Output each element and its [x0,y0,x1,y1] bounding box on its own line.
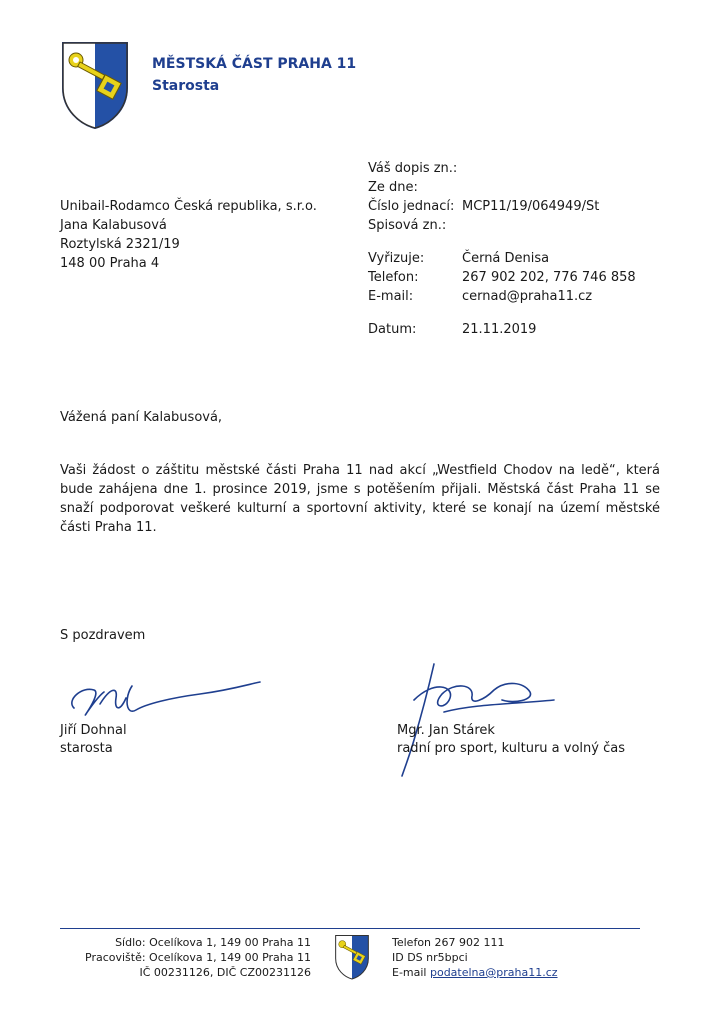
footer-email-link[interactable]: podatelna@praha11.cz [429,966,558,979]
organization-subtitle: Starosta [152,78,220,94]
footer-ids: IČ 00231126, DIČ CZ00231126 [139,966,311,979]
footer-seat: Sídlo: Ocelíkova 1, 149 00 Praha 11 [115,936,311,949]
coat-of-arms-crest-small [334,934,370,980]
reference-number-label: Číslo jednací: [368,199,455,214]
closing: S pozdravem [60,628,146,643]
date-of-letter-label: Ze dne: [368,180,418,195]
left-signatory-name: Jiří Dohnal [60,723,127,738]
handled-by-label: Vyřizuje: [368,251,425,266]
salutation: Vážená paní Kalabusová, [60,410,223,425]
phone-value: 267 902 202, 776 746 858 [462,270,636,285]
email-label: E-mail: [368,289,414,304]
date-value: 21.11.2019 [462,322,537,337]
signature-right [384,660,564,780]
right-signatory-name: Mgr. Jan Stárek [397,723,495,738]
footer-databox: ID DS nr5bpci [392,951,468,964]
footer-divider [60,928,640,929]
your-letter-ref-label: Váš dopis zn.: [368,161,458,176]
left-signatory-title: starosta [60,741,113,756]
footer-email-line [392,966,558,979]
email-value: cernad@praha11.cz [462,289,593,304]
organization-name: MĚSTSKÁ ČÁST PRAHA 11 [152,56,357,72]
recipient-city: 148 00 Praha 4 [60,256,160,271]
file-mark-label: Spisová zn.: [368,218,447,233]
footer-workplace: Pracoviště: Ocelíkova 1, 149 00 Praha 11 [85,951,311,964]
handled-by-value: Černá Denisa [462,251,550,266]
letter-body: Vaši žádost o záštitu městské části Praha 11 nad akcí „Westfield Chodov na ledě“, která bude zahájena dne 1. prosince 2019, jsme s potěšením přijali. Městská část Praha 11 se snaží podporovat veškeré kulturní a sportovní aktivity, které se konají na území městské části Praha 11. [60,463,660,535]
date-label: Datum: [368,322,417,337]
footer-email-prefix: E-mail [392,966,430,979]
recipient-company: Unibail-Rodamco Česká republika, s.r.o. [60,199,317,214]
reference-number-value: MCP11/19/064949/St [462,199,600,214]
footer-phone: Telefon 267 902 111 [392,936,505,949]
phone-label: Telefon: [368,270,419,285]
recipient-street: Roztylská 2321/19 [60,237,180,252]
right-signatory-title: radní pro sport, kulturu a volný čas [397,741,625,756]
recipient-person: Jana Kalabusová [60,218,167,233]
signature-left [60,668,270,728]
coat-of-arms-crest [60,40,130,130]
